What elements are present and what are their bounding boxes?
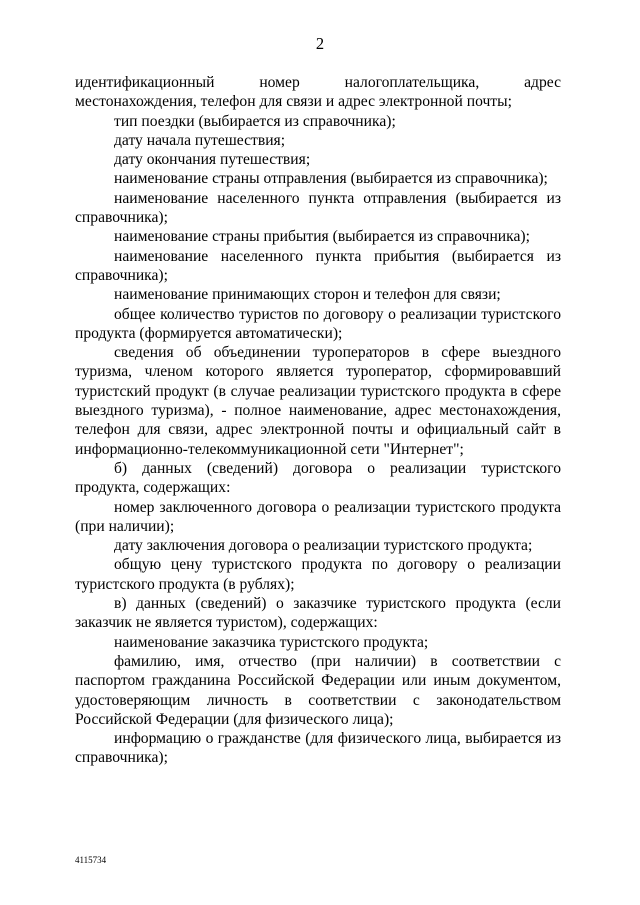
document-body bbox=[75, 73, 561, 768]
paragraph: наименование страны отправления (выбирается из справочника); bbox=[114, 170, 548, 188]
document-id: 4115734 bbox=[75, 855, 107, 865]
paragraph: наименование заказчика туристского продукта; bbox=[114, 633, 429, 651]
page-number: 2 bbox=[315, 34, 325, 53]
paragraph: дату окончания путешествия; bbox=[114, 151, 311, 169]
paragraph: б) данных (сведений) договора о реализации туристского продукта, содержащих: bbox=[75, 459, 561, 497]
paragraph: тип поездки (выбирается из справочника); bbox=[114, 112, 396, 130]
paragraph: в) данных (сведений) о заказчике туристского продукта (если заказчик не является туристом), содержащих: bbox=[75, 595, 561, 632]
paragraph: дату начала путешествия; bbox=[114, 131, 286, 149]
paragraph: общую цену туристского продукта по договору о реализации туристского продукта (в рублях); bbox=[75, 556, 561, 593]
paragraph: идентификационный номер налогоплательщика, адрес местонахождения, телефон для связи и адрес электронной почты; bbox=[75, 74, 561, 111]
paragraph: наименование населенного пункта отправления (выбирается из справочника); bbox=[75, 189, 561, 227]
paragraph: информацию о гражданстве (для физического лица, выбирается из справочника); bbox=[75, 730, 561, 767]
paragraph: сведения об объединении туроператоров в сфере выездного туризма, членом которого является туроператор, сформировавший туристский продукт (в случае реализации туристского продукта в сфере выездного туризма), - полное наименование, адрес местонахождения, телефон для связи, адрес электронной почты и официальный сайт в информационно-телекоммуникационной сети "Интернет"; bbox=[75, 344, 561, 458]
paragraph: наименование страны прибытия (выбирается из справочника); bbox=[114, 228, 530, 246]
paragraph: наименование принимающих сторон и телефон для связи; bbox=[114, 286, 501, 304]
paragraph: дату заключения договора о реализации туристского продукта; bbox=[114, 537, 533, 555]
paragraph: номер заключенного договора о реализации туристского продукта (при наличии); bbox=[75, 498, 561, 535]
paragraph: фамилию, имя, отчество (при наличии) в соответствии с паспортом гражданина Российской Федерации или иным документом, удостоверяющим личность в соответствии с законодательством Российской Федерации (для физического лица); bbox=[75, 652, 561, 728]
paragraph: наименование населенного пункта прибытия (выбирается из справочника); bbox=[75, 247, 561, 284]
paragraph: общее количество туристов по договору о реализации туристского продукта (формируется автоматически); bbox=[75, 305, 561, 342]
